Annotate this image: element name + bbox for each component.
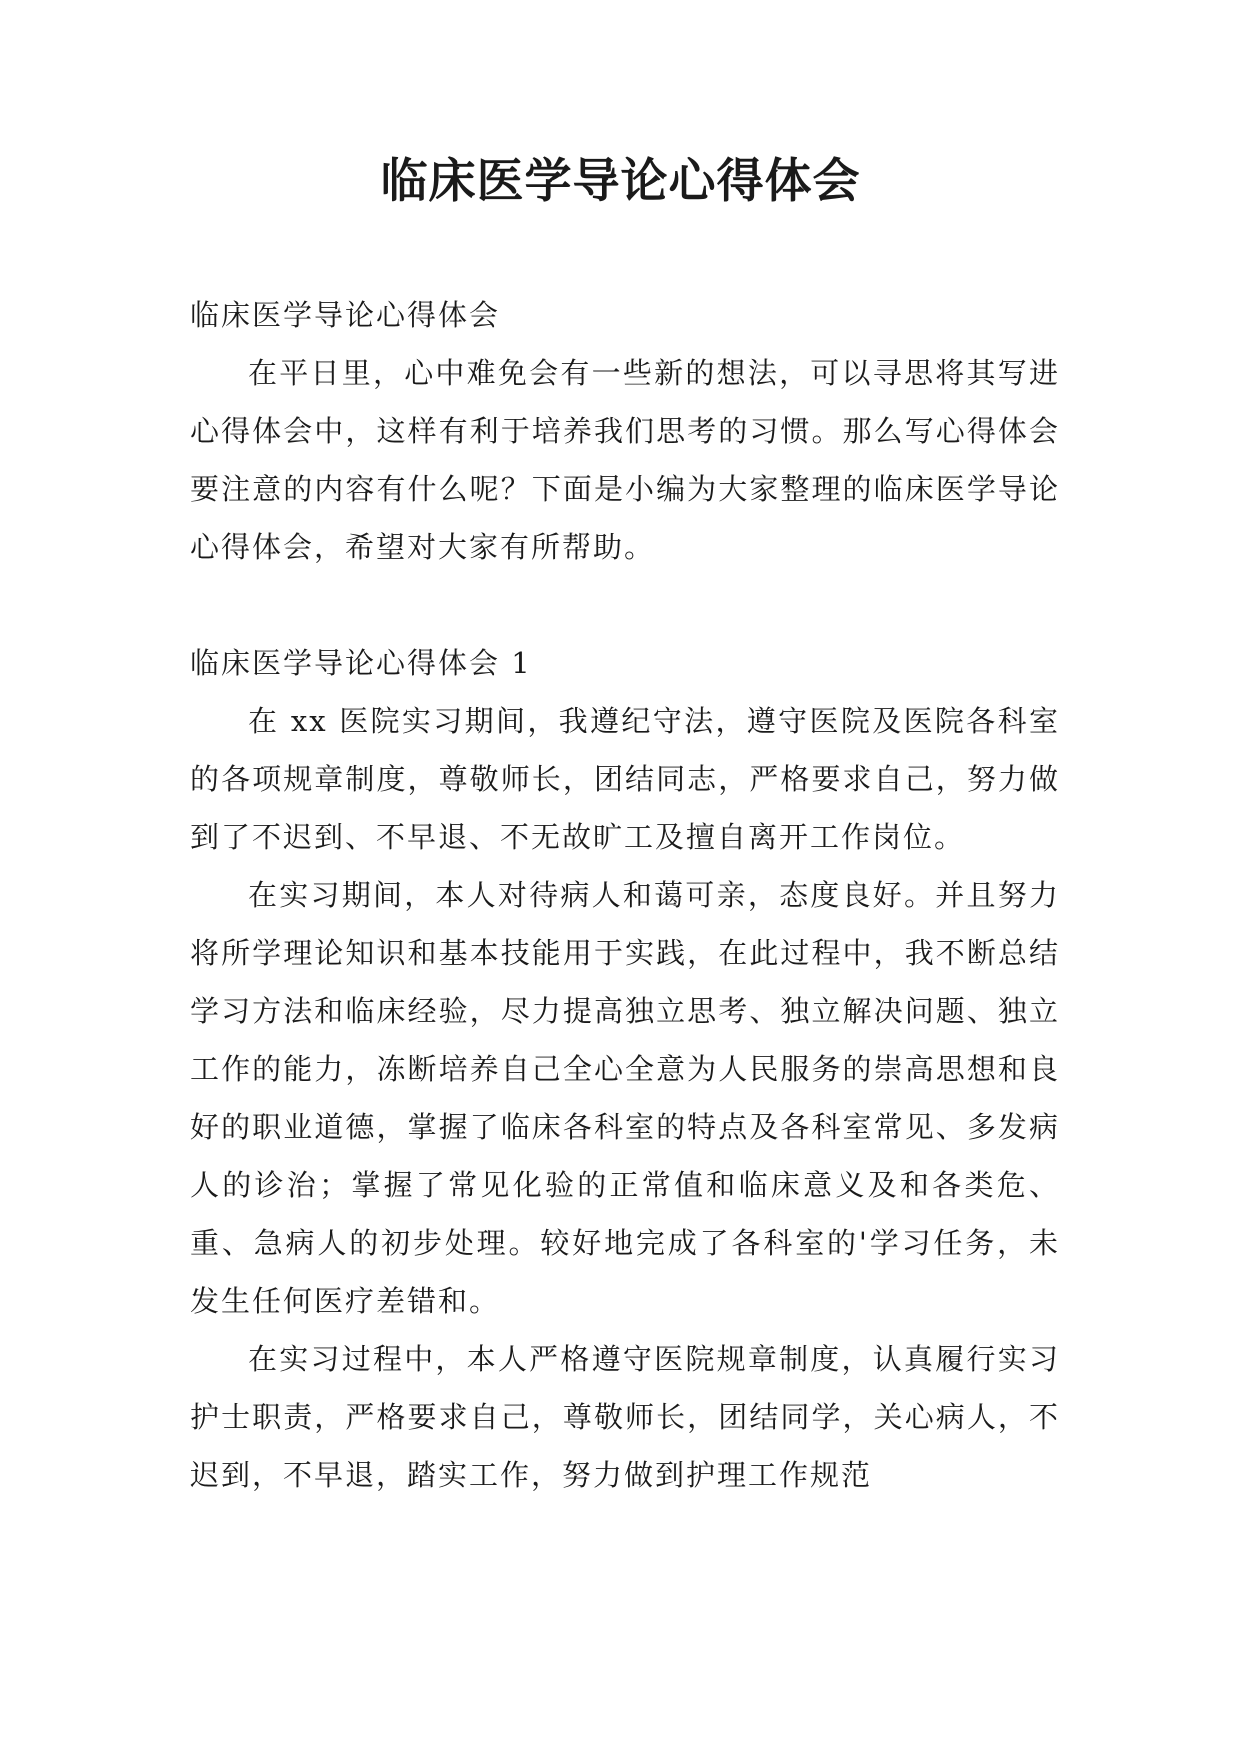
section-1-paragraph-3: 在实习过程中，本人严格遵守医院规章制度，认真履行实习护士职责，严格要求自己，尊敬师长，团结同学，关心病人，不迟到，不早退，踏实工作，努力做到护理工作规范 (190, 1342, 1060, 1492)
intro-paragraph: 在平日里，心中难免会有一些新的想法，可以寻思将其写进心得体会中，这样有利于培养我们思考的习惯。那么写心得体会要注意的内容有什么呢？下面是小编为大家整理的临床医学导论心得体会，希望对大家有所帮助。 (190, 356, 1060, 564)
document-title: 临床医学导论心得体会 (380, 154, 861, 209)
section-1-paragraph-1: 在 xx 医院实习期间，我遵纪守法，遵守医院及医院各科室的各项规章制度，尊敬师长，团结同志，严格要求自己，努力做到了不迟到、不早退、不无故旷工及擅自离开工作岗位。 (190, 704, 1060, 854)
section-1-paragraph-2: 在实习期间，本人对待病人和蔼可亲，态度良好。并且努力将所学理论知识和基本技能用于实践，在此过程中，我不断总结学习方法和临床经验，尽力提高独立思考、独立解决问题、独立工作的能力，冻断培养自己全心全意为人民服务的崇高思想和良好的职业道德，掌握了临床各科室的特点及各科室常见、多发病人的诊治；掌握了常见化验的正常值和临床意义及和各类危、重、急病人的初步处理。较好地完成了各科室的'学习任务，未发生任何医疗差错和。 (190, 878, 1060, 1318)
section-1-heading: 临床医学导论心得体会 1 (190, 646, 532, 680)
document-body (190, 286, 1060, 1504)
section-spacer (190, 576, 1060, 634)
intro-heading: 临床医学导论心得体会 (190, 298, 501, 332)
